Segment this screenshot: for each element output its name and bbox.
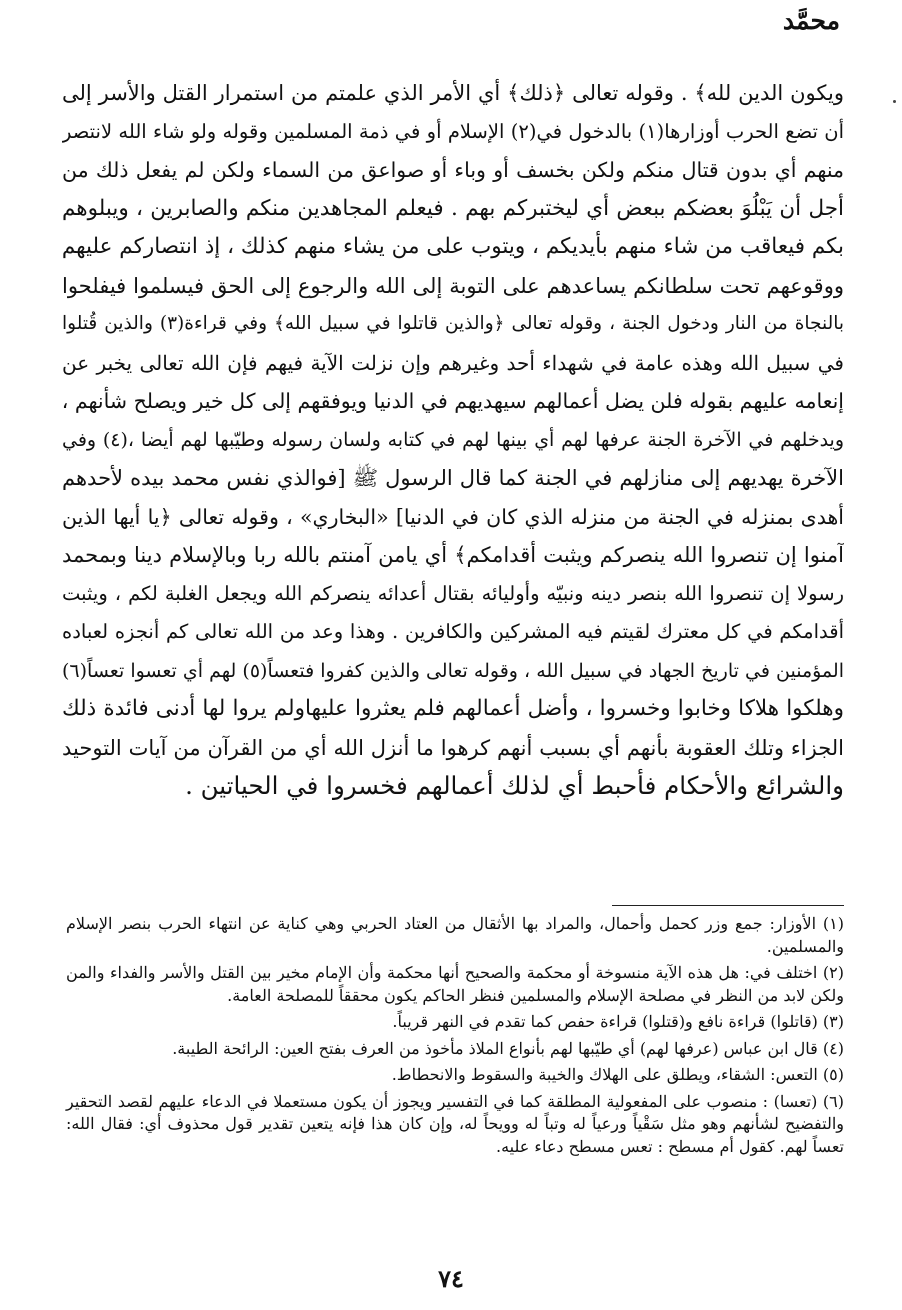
text-line: منهم أي بدون قتال منكم ولكن بخسف أو وباء أو صواعق من السماء ولكن لم يفعل ذلك من [62, 158, 844, 182]
text-line: أجل أن يَبْلُوَ بعضكم ببعض أي ليختبركم بهم . فيعلم المجاهدين منكم والصابرين ، ويبلوهم [62, 195, 844, 221]
text-line: ووقوعهم تحت سلطانكم يساعدهم على التوبة إلى الله والرجوع إلى الحق فيسلموا فيفلحوا [62, 273, 844, 298]
footnote: (٦) (تعسا) : منصوب على المفعولية المطلقة كما في التفسير ويجوز أن يكون مستعملا في الدعاء عليهم لقصد التحقير والتفضيح لشأنهم وهو مثل سَقْياً ورعياً له وتباً له وويحاً له، وإن كان هذا فإنه يتعين تقدير قول محذوف أي: فقال الله: تعساً لهم. كقول أم مسطح : تعس مسطح دعاء عليه. [66, 1091, 844, 1156]
text-line: ويكون الدين لله﴾ . وقوله تعالى ﴿ذلك﴾ أي الأمر الذي علمتم من استمرار القتل والأسر إلى [62, 81, 844, 105]
main-text [62, 74, 844, 806]
footnote: (٣) (قاتلوا) قراءة نافع و(قتلوا) قراءة حفص كما تقدم في النهر قريباً. [392, 1012, 844, 1031]
footnote: (٥) التعس: الشقاء، ويطلق على الهلاك والخيبة والسقوط والانحطاط. [391, 1065, 844, 1084]
text-line: بالنجاة من النار ودخول الجنة ، وقوله تعالى ﴿والذين قاتلوا في سبيل الله﴾ وفي قراءة(٣) والذين قُتلوا [62, 313, 844, 334]
text-line: ويدخلهم في الآخرة الجنة عرفها لهم أي بينها لهم في كتابه ولسان رسوله وطيّبها لهم أيضا ،(٤) وفي [62, 428, 844, 451]
text-line: بكم فيعاقب من شاء منهم بأيديكم ، ويتوب على من يشاء منهم كذلك ، إذ انتصاركم عليهم [62, 234, 844, 259]
text-line: في سبيل الله وهذه عامة في شهداء أحد وغيرهم وإن نزلت الآية فيهم فإن الله تعالى يخبر عن [62, 350, 844, 375]
margin-mark [893, 100, 896, 103]
text-line: أقدامكم في كل معترك لقيتم فيه المشركين والكافرين . وهذا وعد من الله تعالى كم أنجزه لعباده [62, 620, 844, 643]
text-line: وهلكوا هلاكا وخابوا وخسروا ، وأضل أعمالهم فلم يعثروا عليهاولم يروا لها أدنى فائدة ذلك [62, 696, 844, 721]
footnote: (١) الأوزار: جمع وزر كحمل وأحمال، والمراد بها الأثقال من العتاد الحربي وهي كناية عن انتهاء الحرب بنصر الإسلام والمسلمين. [66, 914, 844, 956]
footnote-separator [612, 905, 844, 906]
text-line: آمنوا إن تنصروا الله ينصركم ويثبت أقدامكم﴾ أي يامن آمنتم بالله ربا وبالإسلام دينا وبمحمد [62, 543, 844, 567]
footnote: (٤) قال ابن عباس (عرفها لهم) أي طيّبها لهم بأنواع الملاذ مأخوذ من العرف بفتح العين: الرائحة الطيبة. [172, 1038, 844, 1058]
text-line: رسولا إن تنصروا الله بنصر دينه ونبيّه وأوليائه بقتال أعدائه ينصركم الله ويجعل الغلبة لكم ، ويثبت [62, 581, 844, 605]
text-line: أن تضع الحرب أوزارها(١) بالدخول في(٢) الإسلام أو في ذمة المسلمين وقوله ولو شاء الله لانتصر [62, 119, 844, 143]
footnotes [66, 913, 844, 1162]
page-number: ٧٤ [438, 1264, 464, 1293]
text-line: الآخرة يهديهم إلى منازلهم في الجنة كما قال الرسول ﷺ [فوالذي نفس محمد بيده لأحدهم [62, 466, 844, 490]
footnote: (٢) اختلف في: هل هذه الآية منسوخة أو محكمة والصحيح أنها محكمة وأن الإمام مخير بين القتل والأسر والفداء والمن ولكن لابد من النظر في مصلحة الإسلام والمسلمين فنظر الحاكم يكون محققاً للمصلحة العامة. [66, 963, 844, 1005]
text-line: أهدى بمنزله في الجنة من منزله الذي كان في الدنيا] «البخاري» ، وقوله تعالى ﴿يا أيها الذين [62, 504, 844, 529]
text-line: والشرائع والأحكام فأحبط أي لذلك أعمالهم فخسروا في الحياتين . [185, 771, 844, 800]
running-head: محمَّد [782, 6, 840, 35]
text-line: الجزاء وتلك العقوبة بأنهم أي بسبب أنهم كرهوا ما أنزل الله أي من القرآن من آيات التوحيد [62, 735, 844, 760]
text-line: إنعامه عليهم بقوله فلن يضل أعمالهم سيهديهم في الدنيا ويوفقهم إلى كل خير ويصلح شأنهم ، [62, 389, 844, 413]
text-line: المؤمنين في تاريخ الجهاد في سبيل الله ، وقوله تعالى والذين كفروا فتعساً(٥) لهم أي تعسوا تعساً(٦) [62, 659, 844, 682]
